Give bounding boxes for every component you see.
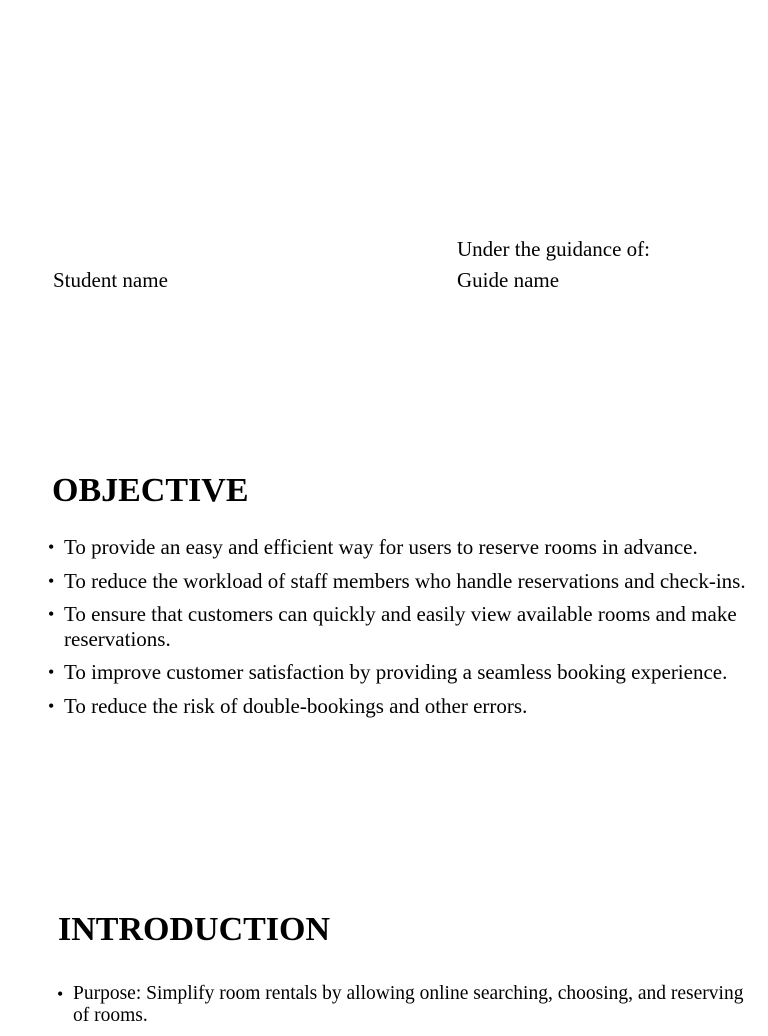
- introduction-list: [57, 983, 747, 1027]
- bullet-icon: •: [48, 662, 55, 682]
- list-item: [48, 535, 758, 560]
- guidance-label: Under the guidance of:: [457, 237, 651, 261]
- objective-item-text: To ensure that customers can quickly and easily view available rooms and make reservations.: [64, 602, 737, 651]
- objective-item-text: To reduce the workload of staff members who handle reservations and check-ins.: [64, 568, 746, 593]
- objective-list-container: [48, 535, 758, 727]
- student-name: Student name: [53, 268, 168, 292]
- bullet-icon: •: [48, 695, 55, 716]
- list-item: [48, 660, 758, 685]
- bullet-icon: •: [57, 984, 64, 1004]
- objective-item-text: To provide an easy and efficient way for users to reserve rooms in advance.: [64, 535, 698, 559]
- list-item: [48, 569, 758, 594]
- introduction-item-text: Purpose: Simplify room rentals by allowing online searching, choosing, and reserving of rooms.: [73, 983, 744, 1026]
- introduction-list-container: [57, 983, 747, 1036]
- objective-item-text: To improve customer satisfaction by providing a seamless booking experience.: [64, 660, 728, 684]
- bullet-icon: •: [48, 570, 55, 591]
- objective-list: [48, 535, 758, 718]
- bullet-icon: •: [48, 537, 55, 557]
- list-item: [48, 602, 758, 651]
- list-item: [57, 983, 747, 1027]
- bullet-icon: •: [48, 604, 55, 624]
- objective-item-text: To reduce the risk of double-bookings and other errors.: [64, 693, 528, 718]
- introduction-heading: INTRODUCTION: [58, 911, 331, 948]
- objective-heading: OBJECTIVE: [52, 472, 249, 509]
- guide-name: Guide name: [457, 268, 560, 292]
- list-item: [48, 694, 758, 719]
